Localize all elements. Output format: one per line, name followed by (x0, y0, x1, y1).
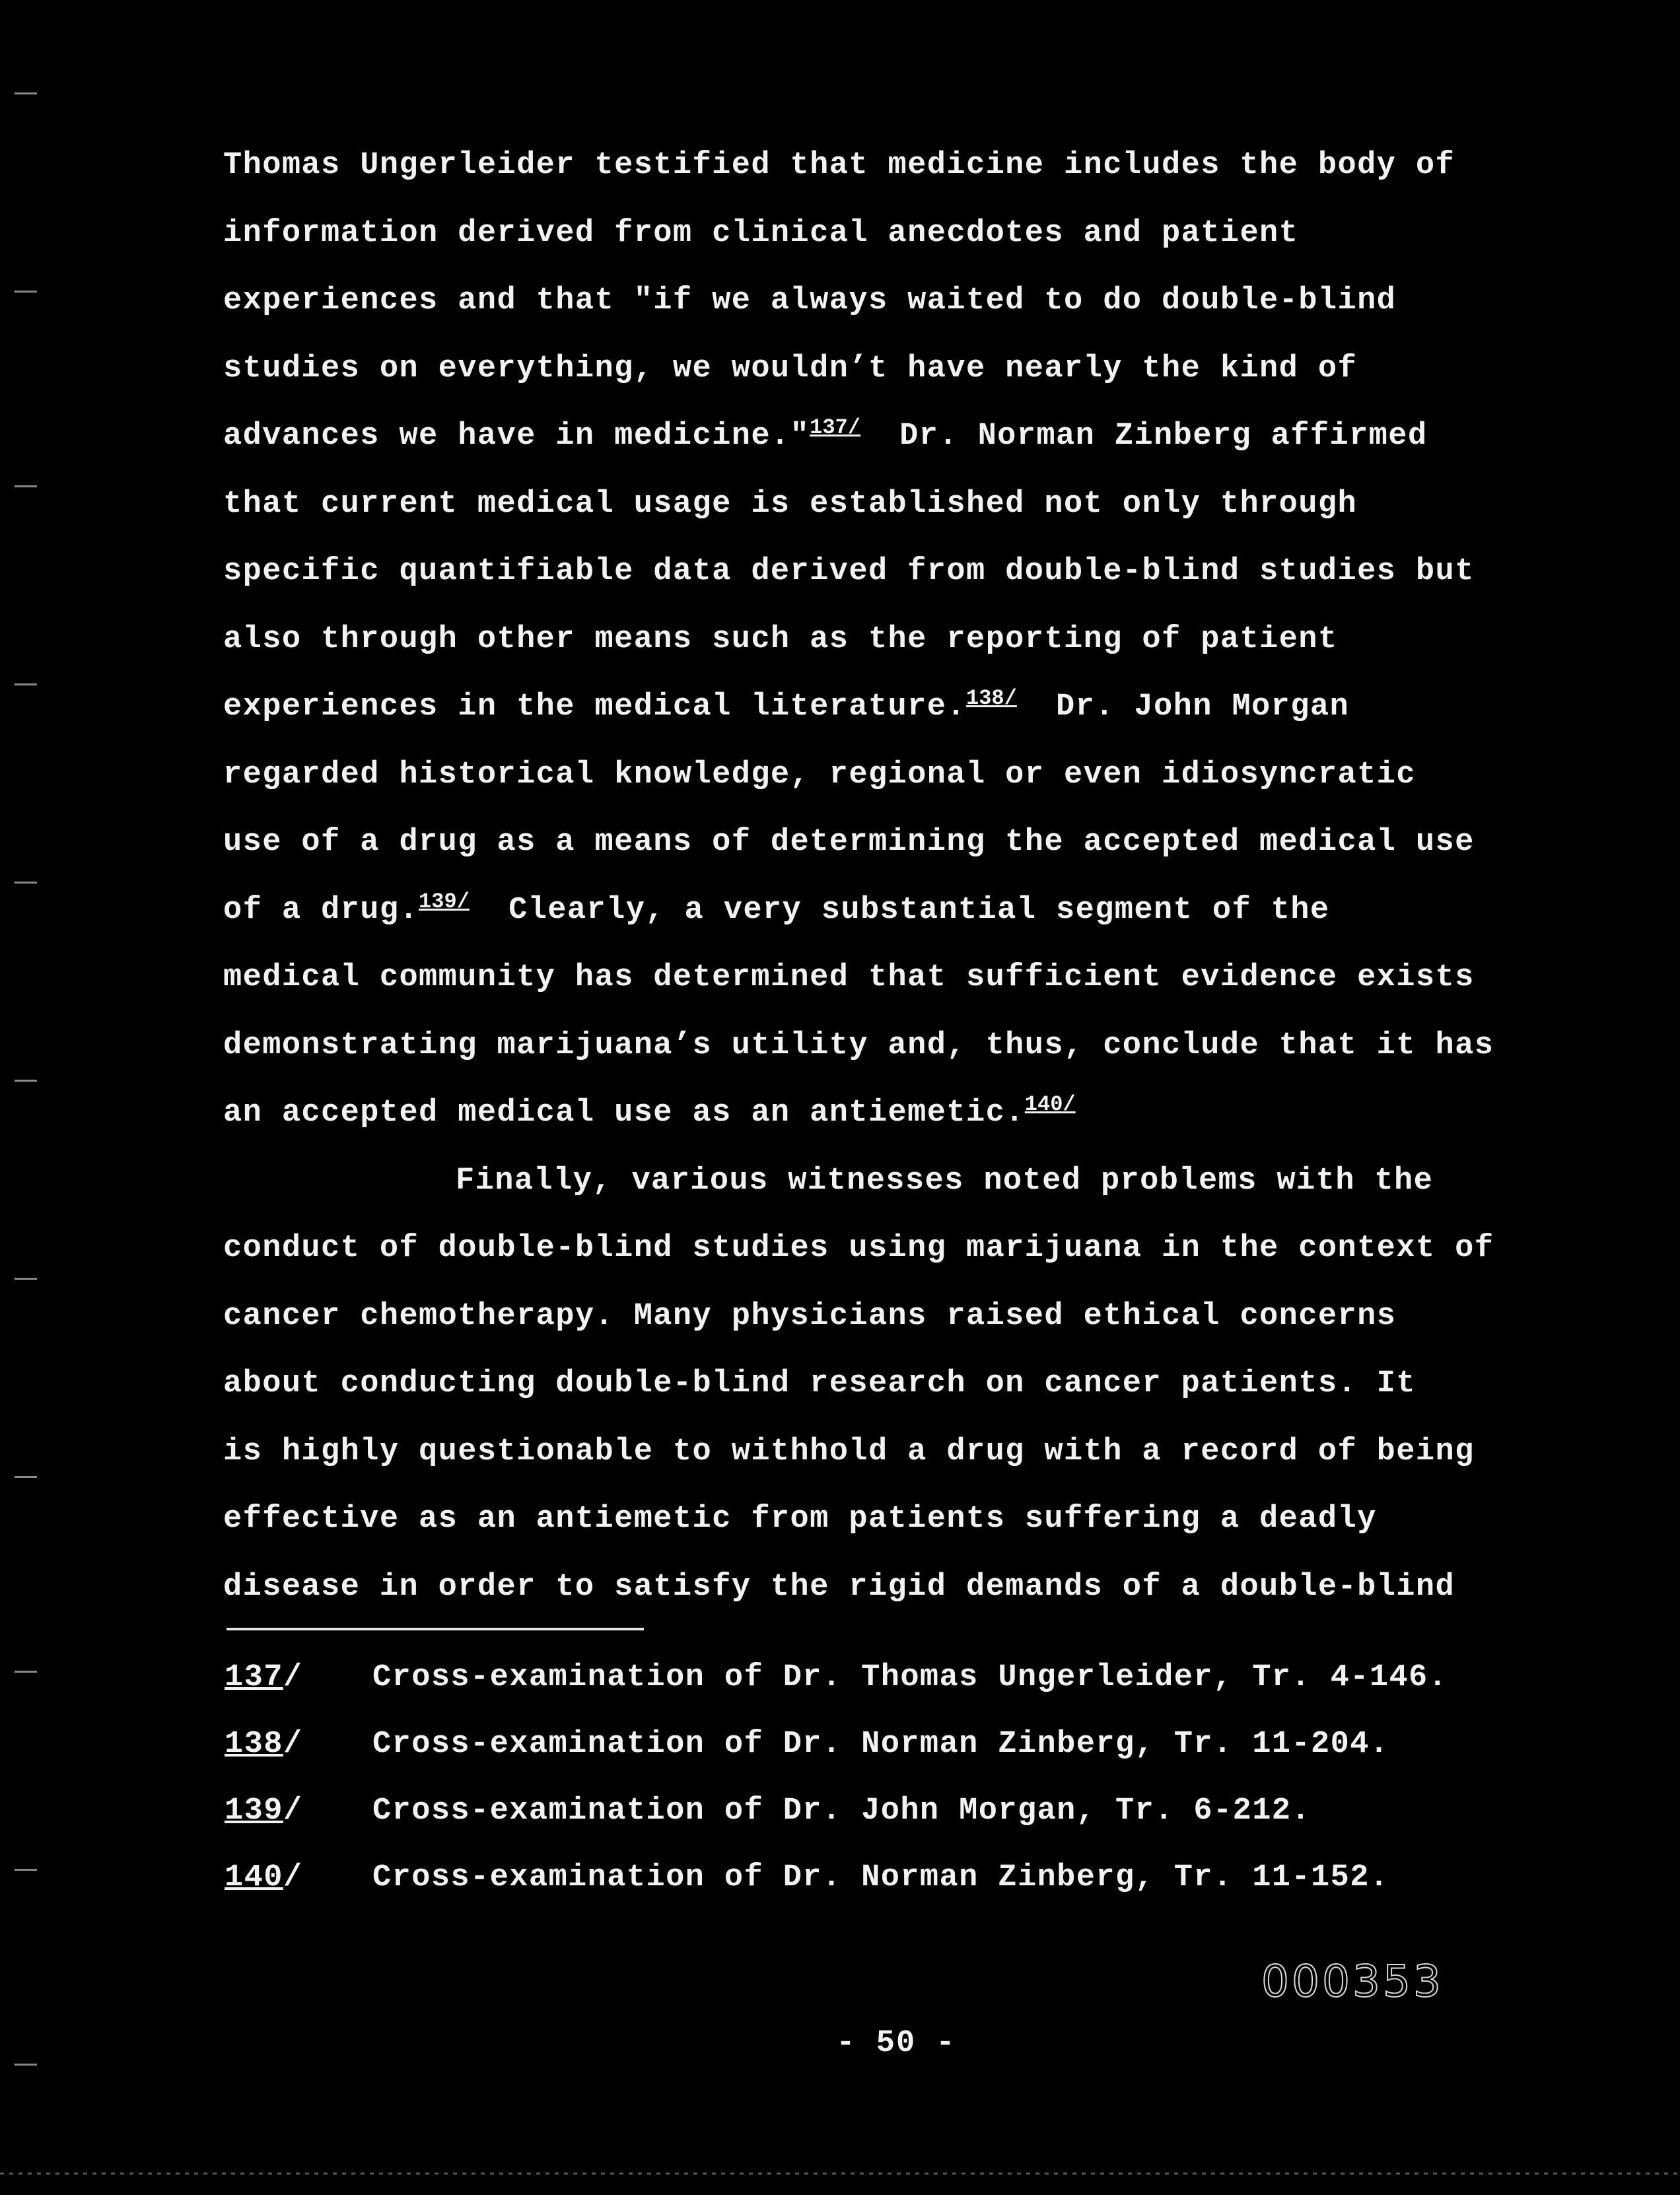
body-line (223, 1012, 1570, 1080)
footnote-reference[interactable]: 140/ (1024, 1092, 1076, 1117)
body-line-text: effective as an antiemetic from patients suffering a deadly (223, 1502, 1377, 1537)
body-line-text: disease in order to satisfy the rigid demands of a double-blind (223, 1569, 1455, 1605)
body-line-text: medical community has determined that sufficient evidence exists (223, 960, 1475, 995)
footnote-number (225, 1778, 372, 1844)
body-line (223, 335, 1570, 403)
body-line (223, 742, 1570, 810)
body-line-text: regarded historical knowledge, regional or even idiosyncratic (223, 757, 1416, 792)
body-line-text: of a drug. (223, 892, 419, 928)
footnote-item (225, 1778, 1545, 1844)
body-line (223, 200, 1570, 268)
footnote-number-digits: 138 (225, 1727, 283, 1762)
footnote-item (225, 1711, 1545, 1778)
body-line-text: demonstrating marijuana’s utility and, thus, conclude that it has (223, 1028, 1494, 1063)
footnote-number-slash: / (283, 1660, 303, 1695)
body-line-text: conduct of double-blind studies using marijuana in the context of (223, 1231, 1494, 1266)
body-line (223, 1080, 1570, 1148)
paragraph-start-text: Finally, various witnesses noted problems with the (456, 1163, 1434, 1199)
body-line (223, 1418, 1570, 1486)
footnote-text: Cross-examination of Dr. John Morgan, Tr. 6-212. (372, 1794, 1312, 1829)
footnote-text: Cross-examination of Dr. Norman Zinberg, Tr. 11-204. (372, 1727, 1389, 1762)
body-line-text: information derived from clinical anecdotes and patient (223, 215, 1299, 251)
footnotes (225, 1644, 1545, 1911)
body-line (223, 403, 1570, 471)
body-line (223, 606, 1570, 674)
body-line-text: is highly questionable to withhold a drug with a record of being (223, 1434, 1475, 1469)
body-line (223, 1215, 1570, 1283)
footnote-number-slash: / (283, 1727, 303, 1762)
body-line (223, 538, 1570, 606)
body-line (223, 267, 1570, 335)
footnote-reference[interactable]: 137/ (810, 415, 860, 440)
footnote-number (225, 1644, 372, 1711)
body-line-text: use of a drug as a means of determining the accepted medical use (223, 825, 1475, 860)
scan-edge (0, 2173, 1680, 2175)
footnote-separator (227, 1628, 644, 1630)
footnote-number-digits: 137 (225, 1660, 283, 1695)
body-line-text: that current medical usage is established not only through (223, 486, 1358, 522)
body-line (223, 471, 1570, 539)
body-line-text: specific quantifiable data derived from double-blind studies but (223, 554, 1475, 589)
footnote-number (225, 1711, 372, 1778)
body-line (223, 1350, 1570, 1418)
body-line-text: an accepted medical use as an antiemetic. (223, 1096, 1025, 1131)
body-line (223, 1486, 1570, 1554)
body-line-text: experiences and that "if we always waited to do double-blind (223, 283, 1397, 318)
footnote-text: Cross-examination of Dr. Norman Zinberg, Tr. 11-152. (372, 1860, 1389, 1895)
footnote-text: Cross-examination of Dr. Thomas Ungerleider, Tr. 4-146. (372, 1660, 1448, 1695)
footnote-number-digits: 140 (225, 1860, 283, 1895)
footnote-number (225, 1844, 372, 1911)
body-line-text: experiences in the medical literature. (223, 689, 966, 724)
body-line-text: Thomas Ungerleider testified that medicine includes the body of (223, 148, 1455, 183)
footnote-number-slash: / (283, 1860, 303, 1895)
body-line-text: studies on everything, we wouldn’t have nearly the kind of (223, 351, 1358, 386)
body-line (223, 1554, 1570, 1622)
body-line-text: Dr. John Morgan (1016, 689, 1350, 724)
body-line (223, 809, 1570, 877)
footnote-item (225, 1644, 1545, 1711)
footnote-reference[interactable]: 139/ (419, 889, 470, 914)
page-number: - 50 - (836, 2026, 956, 2061)
body-line-text: Clearly, a very substantial segment of the (469, 892, 1330, 928)
footnote-reference[interactable]: 138/ (965, 686, 1017, 711)
body-line-text: Dr. Norman Zinberg affirmed (860, 419, 1428, 454)
body-line (223, 132, 1570, 200)
body-line-text: advances we have in medicine." (223, 419, 810, 454)
footnote-number-digits: 139 (225, 1794, 283, 1829)
body-line (223, 944, 1570, 1012)
footnote-item (225, 1844, 1545, 1911)
body-text (223, 132, 1570, 1621)
body-line-text: cancer chemotherapy. Many physicians raised ethical concerns (223, 1298, 1397, 1334)
body-line-text: also through other means such as the reporting of patient (223, 621, 1338, 657)
body-line-text: about conducting double-blind research on cancer patients. It (223, 1366, 1416, 1401)
footnote-number-slash: / (283, 1794, 303, 1829)
body-line (223, 1148, 1570, 1216)
body-line (223, 1283, 1570, 1351)
bates-number: 000353 (1261, 1956, 1444, 2007)
body-line (223, 674, 1570, 742)
body-line (223, 877, 1570, 945)
